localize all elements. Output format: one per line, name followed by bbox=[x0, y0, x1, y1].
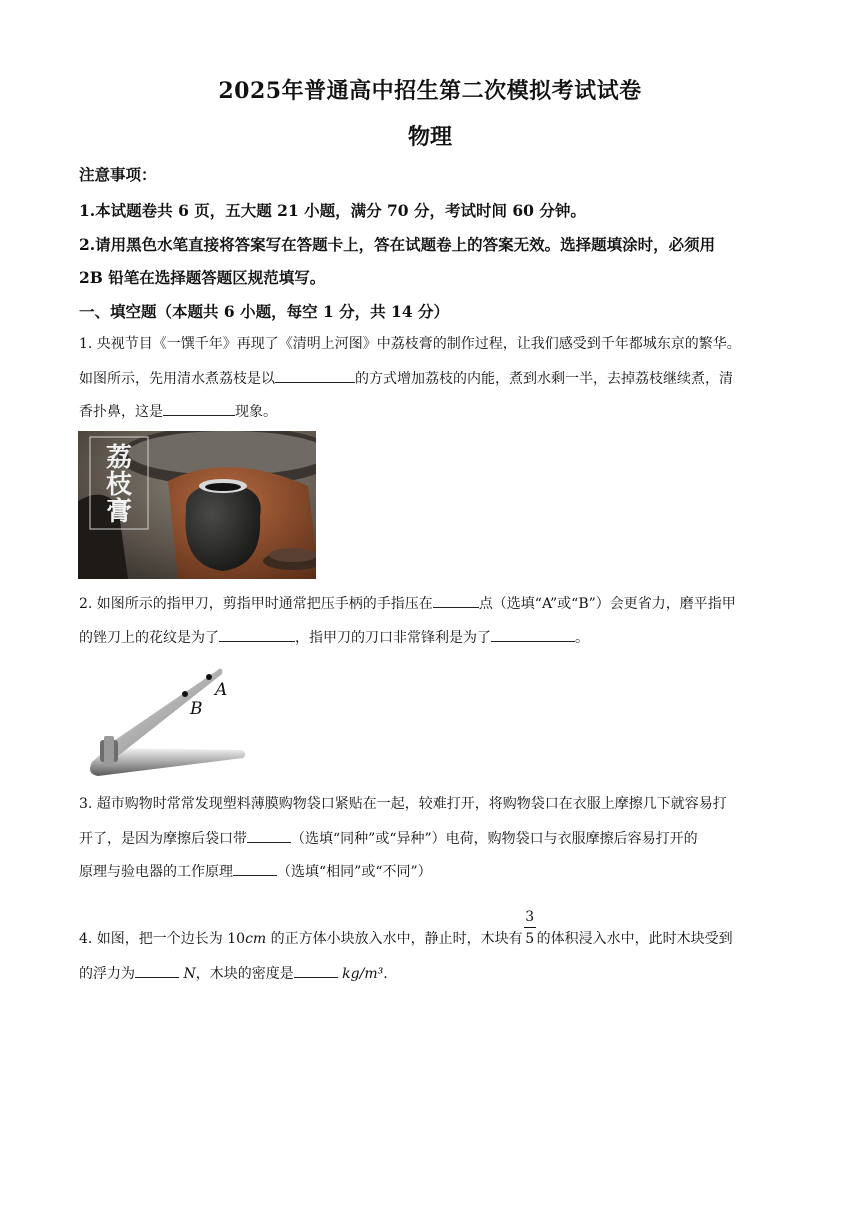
exam-title: 2025年普通高中招生第二次模拟考试试卷 bbox=[218, 78, 642, 104]
section-heading-fill-in: 一、填空题（本题共 6 小题，每空 1 分，共 14 分） bbox=[79, 302, 450, 321]
fraction-numerator: 3 bbox=[525, 909, 535, 925]
question-4-line-2 bbox=[79, 963, 388, 984]
answer-blank[interactable] bbox=[294, 963, 338, 978]
question-3-line-2 bbox=[79, 828, 698, 849]
point-b-label: B bbox=[190, 699, 203, 719]
question-1-line-2 bbox=[79, 368, 733, 389]
answer-blank[interactable] bbox=[163, 401, 235, 416]
q2-text-a: 2. 如图所示的指甲刀，剪指甲时通常把压手柄的手指压在 bbox=[79, 596, 433, 612]
question-2-line-2 bbox=[79, 627, 589, 648]
q1-text-c: 香扑鼻，这是 bbox=[79, 404, 163, 420]
q4-text-end: . bbox=[383, 966, 388, 982]
q3-text-d: （选填“相同”或“不同”） bbox=[277, 864, 432, 880]
answer-blank[interactable] bbox=[275, 368, 355, 383]
q3-text-b: （选填“同种”或“异种”）电荷，购物袋口与衣服摩擦后容易打开的 bbox=[291, 831, 698, 847]
question-1-line-1: 1. 央视节目《一馔千年》再现了《清明上河图》中荔枝膏的制作过程，让我们感受到千年都城东京的繁华。 bbox=[79, 336, 741, 352]
notice-heading: 注意事项： bbox=[79, 165, 157, 184]
question-1-line-3 bbox=[79, 401, 277, 422]
q2-text-b: 点（选填“A”或“B”）会更省力，磨平指甲 bbox=[478, 596, 736, 612]
q2-text-d: ，指甲刀的刀口非常锋利是为了 bbox=[295, 630, 491, 646]
q3-text-c: 原理与验电器的工作原理 bbox=[79, 864, 233, 880]
q1-text-a: 如图所示，先用清水煮荔枝是以 bbox=[79, 371, 275, 387]
nail-clipper-image bbox=[78, 664, 248, 780]
answer-blank[interactable] bbox=[233, 861, 277, 876]
question-4-line-1 bbox=[79, 909, 733, 949]
question-3-line-3 bbox=[79, 861, 432, 882]
unit-cm: cm bbox=[245, 931, 267, 947]
subject-title: 物理 bbox=[407, 124, 452, 150]
answer-blank[interactable] bbox=[247, 828, 291, 843]
lychee-paste-photo bbox=[78, 431, 316, 579]
notice-item-2-line-2: 2B 铅笔在选择题答题区规范填写。 bbox=[79, 268, 326, 287]
seal-char-1: 荔 bbox=[106, 443, 133, 473]
fraction-three-fifths bbox=[523, 909, 537, 949]
fraction-bar bbox=[524, 927, 536, 928]
fraction-denominator: 5 bbox=[525, 931, 535, 947]
q4-text-c: 的体积浸入水中，此时木块受到 bbox=[536, 931, 733, 947]
notice-item-2-line-1: 2.请用黑色水笔直接将答案写在答题卡上，答在试题卷上的答案无效。选择题填涂时，必须用 bbox=[79, 235, 716, 254]
q4-text-a: 4. 如图，把一个边长为 10 bbox=[79, 931, 246, 947]
unit-newton: N bbox=[183, 966, 196, 982]
q1-text-d: 现象。 bbox=[235, 404, 277, 420]
question-2-line-1 bbox=[79, 593, 736, 614]
unit-density: kg/m³ bbox=[342, 966, 384, 982]
question-3-line-1: 3. 超市购物时常常发现塑料薄膜购物袋口紧贴在一起，较难打开，将购物袋口在衣服上摩擦几下就容易打 bbox=[79, 796, 727, 812]
q2-text-e: 。 bbox=[575, 630, 589, 646]
q4-text-d: 的浮力为 bbox=[79, 966, 135, 982]
q4-text-e: ，木块的密度是 bbox=[195, 966, 294, 982]
answer-blank[interactable] bbox=[433, 593, 479, 608]
answer-blank[interactable] bbox=[219, 627, 295, 642]
notice-item-1: 1.本试题卷共 6 页，五大题 21 小题，满分 70 分，考试时间 60 分钟。 bbox=[79, 201, 586, 220]
point-a-label: A bbox=[215, 680, 228, 700]
seal-char-3: 膏 bbox=[106, 497, 133, 527]
answer-blank[interactable] bbox=[491, 627, 575, 642]
q2-text-c: 的锉刀上的花纹是为了 bbox=[79, 630, 219, 646]
seal-char-2: 枝 bbox=[106, 470, 133, 500]
q1-text-b: 的方式增加荔枝的内能，煮到水剩一半，去掉荔枝继续煮，清 bbox=[355, 371, 733, 387]
q4-text-b: 的正方体小块放入水中，静止时，木块有 bbox=[266, 931, 523, 947]
answer-blank[interactable] bbox=[135, 963, 179, 978]
q3-text-a: 开了，是因为摩擦后袋口带 bbox=[79, 831, 247, 847]
